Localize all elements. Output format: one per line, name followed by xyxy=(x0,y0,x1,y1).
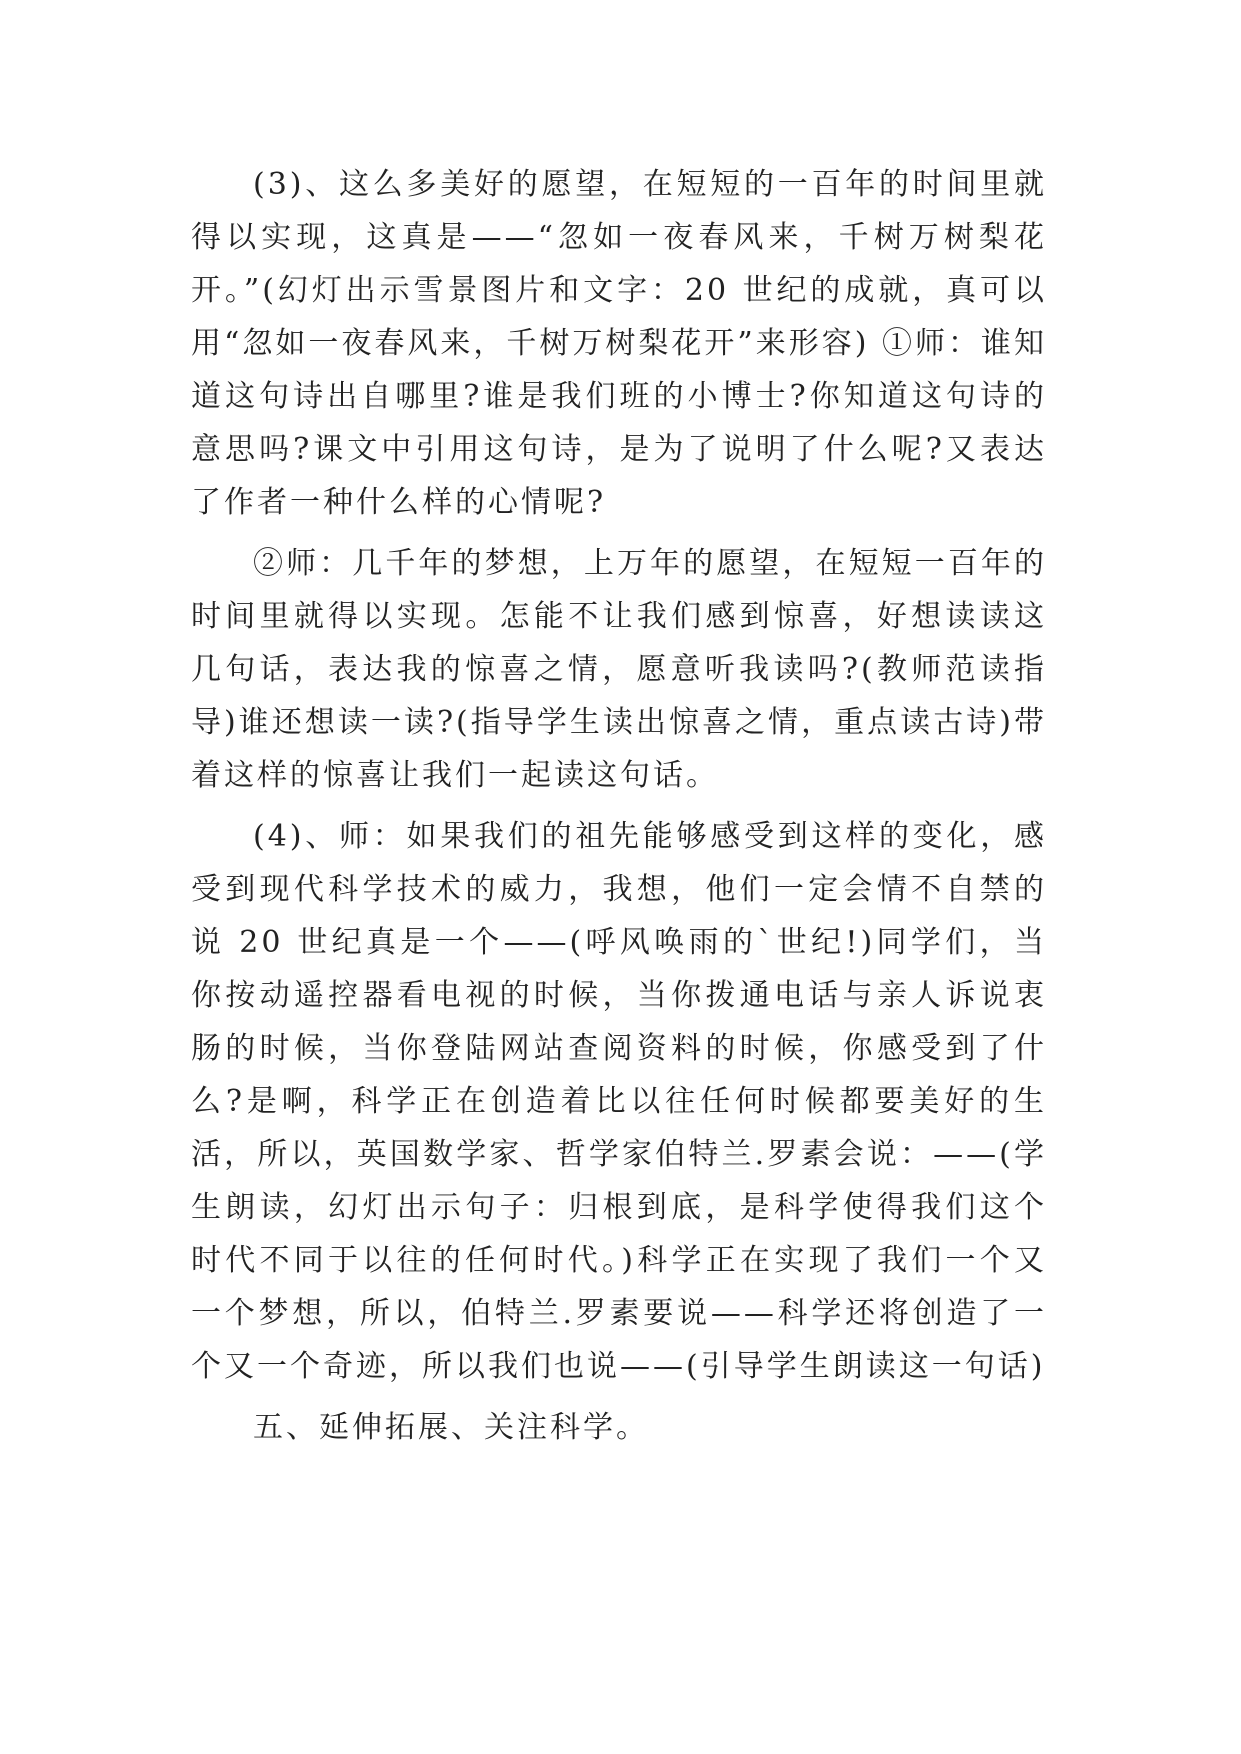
paragraph-item-4: (4)、师：如果我们的祖先能够感受到这样的变化，感受到现代科学技术的威力，我想，他们一定会情不自禁的说 20 世纪真是一个——(呼风唤雨的`世纪!)同学们，当你按动遥控器看电视的时候，当你拨通电话与亲人诉说衷肠的时候，当你登陆网站查阅资料的时候，你感受到了什么?是啊，科学正在创造着比以往任何时候都要美好的生活，所以，英国数学家、哲学家伯特兰.罗素会说：——(学生朗读，幻灯出示句子：归根到底，是科学使得我们这个时代不同于以往的任何时代。)科学正在实现了我们一个又一个梦想，所以，伯特兰.罗素要说——科学还将创造了一个又一个奇迹，所以我们也说——(引导学生朗读这一句话) xyxy=(191,819,1047,1384)
paragraph-item-3: (3)、这么多美好的愿望，在短短的一百年的时间里就得以实现，这真是——“忽如一夜春风来，千树万树梨花开。”(幻灯出示雪景图片和文字：20 世纪的成就，真可以用“忽如一夜春风来，千树万树梨花开”来形容) ①师：谁知道这句诗出自哪里?谁是我们班的小博士?你知道这句诗的意思吗?课文中引用这句诗，是为了说明了什么呢?又表达了作者一种什么样的心情呢? xyxy=(191,167,1047,520)
document-body xyxy=(191,158,1047,1462)
section-heading-5: 五、延伸拓展、关注科学。 xyxy=(253,1410,649,1445)
paragraph-item-teacher-2: ②师：几千年的梦想，上万年的愿望，在短短一百年的时间里就得以实现。怎能不让我们感到惊喜，好想读读这几句话，表达我的惊喜之情，愿意听我读吗?(教师范读指导)谁还想读一读?(指导学生读出惊喜之情，重点读古诗)带着这样的惊喜让我们一起读这句话。 xyxy=(191,546,1047,793)
